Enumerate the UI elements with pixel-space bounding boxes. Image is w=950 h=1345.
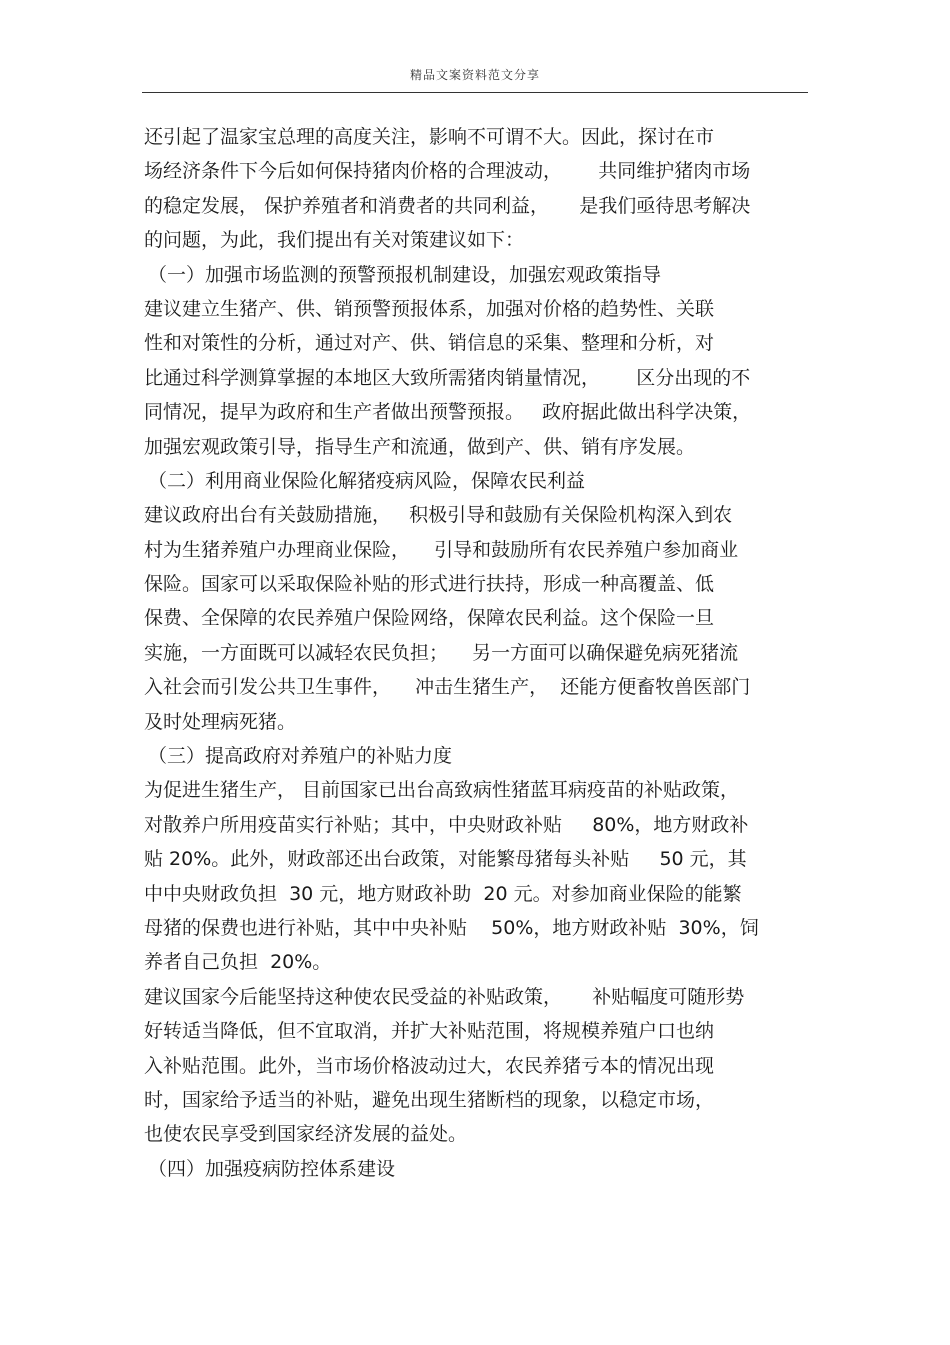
paragraph-line: 入社会而引发公共卫生事件， 冲击生猪生产， 还能方便畜牧兽医部门 xyxy=(144,676,751,699)
header-title: 精品文案资料范文分享 xyxy=(409,68,540,82)
paragraph-line: 入补贴范围。此外，当市场价格波动过大，农民养猪亏本的情况出现 xyxy=(144,1054,715,1077)
paragraph-line: 建议国家今后能坚持这种使农民受益的补贴政策， 补贴幅度可随形势 xyxy=(144,985,745,1008)
section-heading: （三）提高政府对养殖户的补贴力度 xyxy=(148,745,453,768)
paragraph-line: 场经济条件下今后如何保持猪肉价格的合理波动， 共同维护猪肉市场 xyxy=(144,160,751,183)
page-header xyxy=(142,64,808,93)
paragraph-line: 同情况，提早为政府和生产者做出预警预报。 政府据此做出科学决策， xyxy=(144,401,752,424)
paragraph-line: 为促进生猪生产， 目前国家已出台高致病性猪蓝耳病疫苗的补贴政策， xyxy=(144,779,740,802)
paragraph-line: 还引起了温家宝总理的高度关注，影响不可谓不大。因此，探讨在市 xyxy=(144,126,715,148)
paragraph-line: 保险。国家可以采取保险补贴的形式进行扶持，形成一种高覆盖、低 xyxy=(144,573,715,596)
paragraph-line: 村为生猪养殖户办理商业保险， 引导和鼓励所有农民养殖户参加商业 xyxy=(144,538,739,561)
section-heading: （一）加强市场监测的预警预报机制建设，加强宏观政策指导 xyxy=(148,263,662,286)
paragraph-line: 时，国家给予适当的补贴，避免出现生猪断档的现象，以稳定市场， xyxy=(144,1088,715,1111)
section-heading: （二）利用商业保险化解猪疫病风险，保障农民利益 xyxy=(148,469,586,492)
paragraph-line: 母猪的保费也进行补贴，其中中央补贴 50%，地方财政补贴 30%，饲 xyxy=(144,916,759,939)
paragraph-line: 实施，一方面既可以减轻农民负担； 另一方面可以确保避免病死猪流 xyxy=(144,641,739,664)
paragraph-line: 的稳定发展， 保护养殖者和消费者的共同利益， 是我们亟待思考解决 xyxy=(144,194,751,217)
paragraph-line: 建议政府出台有关鼓励措施， 积极引导和鼓励有关保险机构深入到农 xyxy=(144,504,733,527)
paragraph-line: 及时处理病死猪。 xyxy=(144,710,297,733)
paragraph-line: 好转适当降低，但不宜取消，并扩大补贴范围，将规模养殖户口也纳 xyxy=(144,1020,715,1043)
paragraph-line: 建议建立生猪产、供、销预警预报体系，加强对价格的趋势性、关联 xyxy=(144,297,715,320)
paragraph-line: 保费、全保障的农民养殖户保险网络，保障农民利益。这个保险一旦 xyxy=(144,607,715,630)
document-body xyxy=(144,120,814,1186)
paragraph-line: 贴 20%。此外，财政部还出台政策，对能繁母猪每头补贴 50 元，其 xyxy=(144,848,747,871)
paragraph-line: 性和对策性的分析，通过对产、供、销信息的采集、整理和分析，对 xyxy=(144,332,715,355)
paragraph-line: 也使农民享受到国家经济发展的益处。 xyxy=(144,1123,468,1146)
paragraph-line: 加强宏观政策引导，指导生产和流通，做到产、供、销有序发展。 xyxy=(144,435,696,458)
paragraph-line: 比通过科学测算掌握的本地区大致所需猪肉销量情况， 区分出现的不 xyxy=(144,366,751,389)
paragraph-line: 对散养户所用疫苗实行补贴；其中，中央财政补贴 80%，地方财政补 xyxy=(144,813,749,836)
section-heading: （四）加强疫病防控体系建设 xyxy=(148,1157,396,1180)
paragraph-line: 养者自己负担 20%。 xyxy=(144,951,332,974)
paragraph-line: 的问题，为此，我们提出有关对策建议如下： xyxy=(144,229,525,252)
paragraph-line: 中中央财政负担 30 元，地方财政补助 20 元。对参加商业保险的能繁 xyxy=(144,882,742,905)
